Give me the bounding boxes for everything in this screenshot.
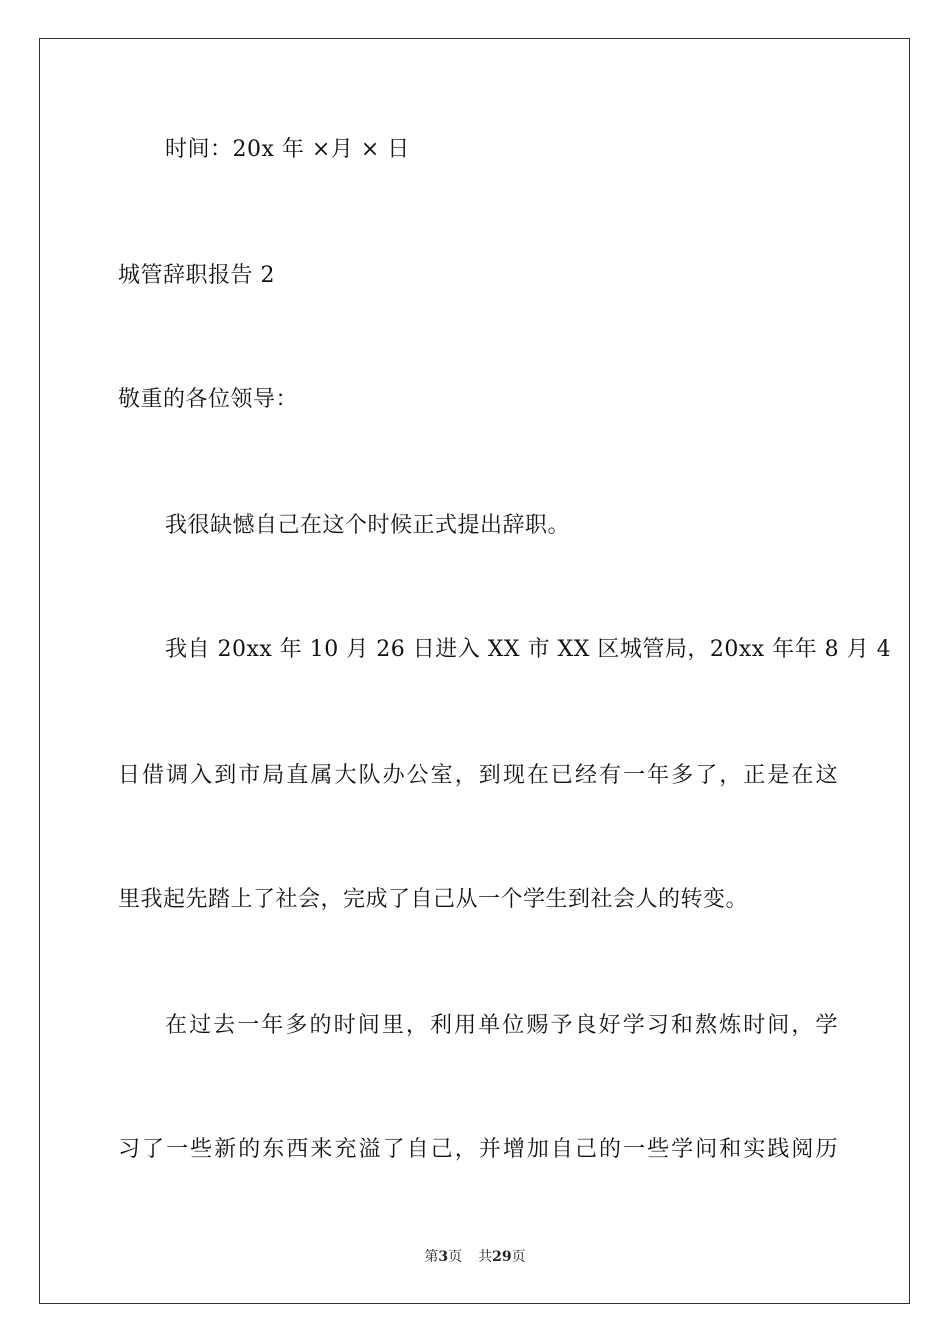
total-prefix: 共 [478, 1249, 493, 1265]
page-prefix: 第 [424, 1249, 439, 1265]
page-number: 3 [438, 1249, 449, 1265]
paragraph-line: 我自 20xx 年 10 月 26 日进入 XX 市 XX 区城管局，20xx 年年 8 月 4 [165, 637, 892, 662]
paragraph-line: 日借调入到市局直属大队办公室，到现在已经有一年多了，正是在这 [118, 763, 838, 788]
section-title: 城管辞职报告 2 [118, 263, 275, 288]
total-pages: 29 [492, 1249, 512, 1265]
paragraph-line: 我很缺憾自己在这个时候正式提出辞职。 [165, 513, 571, 538]
page-border [39, 38, 910, 1304]
date-line: 时间：20x 年 ×月 × 日 [165, 137, 410, 162]
paragraph-line: 习了一些新的东西来充溢了自己，并增加自己的一些学问和实践阅历 [118, 1137, 838, 1162]
page-suffix: 页 [448, 1249, 463, 1265]
page-footer [0, 1248, 950, 1266]
paragraph-line: 里我起先踏上了社会，完成了自己从一个学生到社会人的转变。 [118, 887, 749, 912]
salutation: 敬重的各位领导： [118, 387, 299, 412]
paragraph-line: 在过去一年多的时间里，利用单位赐予良好学习和熬炼时间，学 [165, 1013, 838, 1038]
total-suffix: 页 [511, 1249, 526, 1265]
